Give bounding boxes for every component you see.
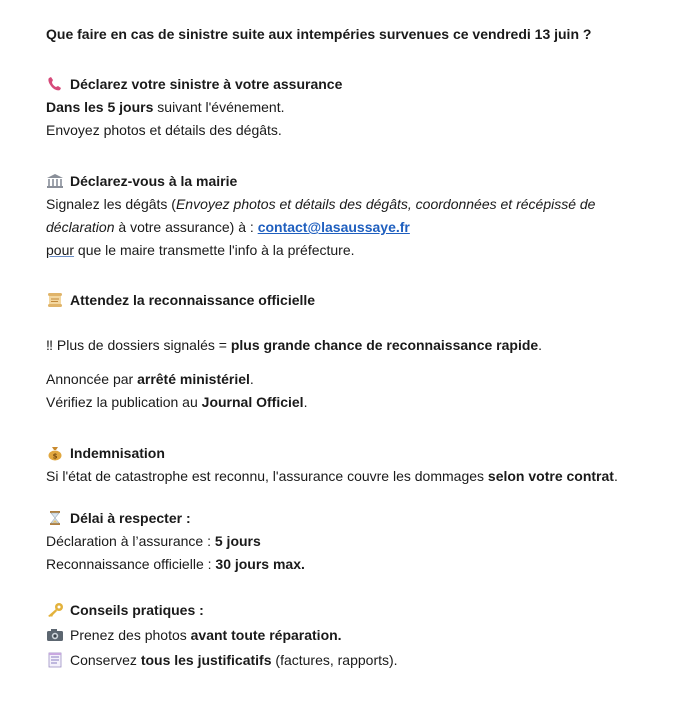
delai-line-1: Déclaration à l’assurance : 5 jours xyxy=(46,533,261,549)
section-heading-delai: Délai à respecter : xyxy=(46,509,191,527)
section-heading-reconnaissance: Attendez la reconnaissance officielle xyxy=(46,291,315,309)
mairie-line-2: déclaration à votre assurance) à : contact@lasaussaye.fr xyxy=(46,219,410,235)
mairie-line-1: Signalez les dégâts (Envoyez photos et détails des dégâts, coordonnées et récépissé de xyxy=(46,196,596,212)
scroll-icon xyxy=(46,292,64,308)
money-bag-icon xyxy=(46,445,64,461)
notepad-icon xyxy=(46,652,64,668)
reconnaissance-line-3: Vérifiez la publication au Journal Officiel. xyxy=(46,394,308,410)
conseils-line-1: Prenez des photos avant toute réparation. xyxy=(46,626,342,644)
assurance-photos-line: Envoyez photos et détails des dégâts. xyxy=(46,122,282,138)
camera-icon xyxy=(46,627,64,643)
section-heading-conseils: Conseils pratiques : xyxy=(46,601,204,619)
reconnaissance-line-2: Annoncée par arrêté ministériel. xyxy=(46,371,254,387)
page-title: Que faire en cas de sinistre suite aux intempéries survenues ce vendredi 13 juin ? xyxy=(46,26,592,42)
section-heading-indemnisation: $ Indemnisation xyxy=(46,444,165,462)
telephone-receiver-icon xyxy=(46,76,64,92)
hourglass-icon xyxy=(46,510,64,526)
reconnaissance-line-1: ‼ Plus de dossiers signalés = plus grande chance de reconnaissance rapide. xyxy=(46,337,543,353)
svg-text:$: $ xyxy=(52,452,58,461)
indemnisation-line-1: Si l'état de catastrophe est reconnu, l'assurance couvre les dommages selon votre contrat. xyxy=(46,468,618,484)
key-icon xyxy=(46,602,64,618)
conseils-line-2: Conservez tous les justificatifs (factures, rapports). xyxy=(46,651,398,669)
section-heading-mairie: Déclarez-vous à la mairie xyxy=(46,172,237,190)
assurance-delay-line: Dans les 5 jours suivant l'événement. xyxy=(46,99,285,115)
mairie-line-3: pour que le maire transmette l'info à la préfecture. xyxy=(46,242,355,258)
section-heading-assurance: Déclarez votre sinistre à votre assurance xyxy=(46,75,342,93)
email-link[interactable]: contact@lasaussaye.fr xyxy=(257,219,410,235)
delai-line-2: Reconnaissance officielle : 30 jours max. xyxy=(46,556,305,572)
classical-building-icon xyxy=(46,173,64,189)
